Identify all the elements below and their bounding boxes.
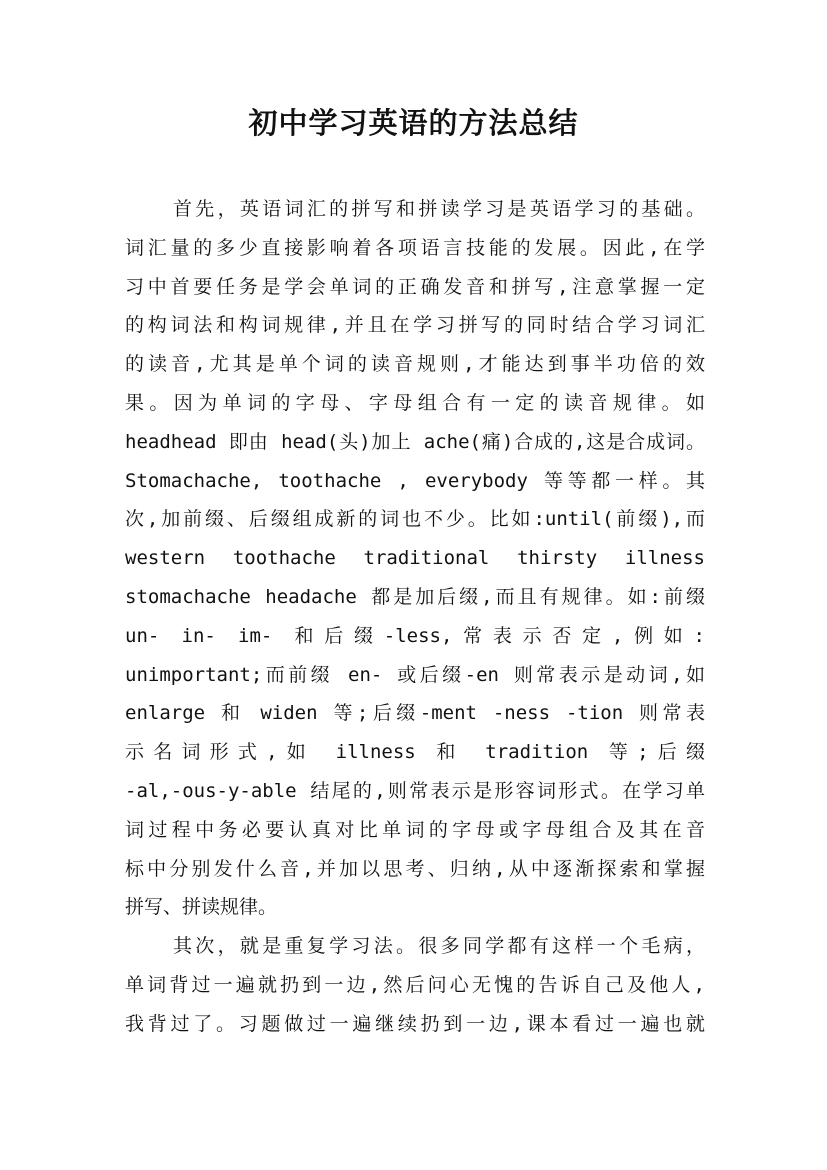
paragraph-1-line-11: stomachache headache 都是加后缀,而且有规律。如:前缀: [125, 585, 705, 608]
document-body: [125, 190, 705, 1044]
paragraph-2-line-1: 其次，就是重复学习法。很多同学都有这样一个毛病，: [173, 935, 705, 958]
paragraph-1-line-16: -al,-ous-y-able 结尾的,则常表示是形容词形式。在学习单: [125, 779, 705, 802]
paragraph-1-line-12: un- in- im- 和后缀-less,常表示否定,例如:: [125, 624, 705, 647]
paragraph-1-line-18: 标中分别发什么音,并加以思考、归纳,从中逐渐探索和掌握: [125, 857, 705, 880]
paragraph-1-line-10: western toothache traditional thirsty illness: [125, 547, 705, 570]
paragraph-2-line-2: 单词背过一遍就扔到一边,然后问心无愧的告诉自己及他人,: [125, 973, 705, 996]
paragraph-1-line-4: 的构词法和构词规律,并且在学习拼写的同时结合学习词汇: [125, 314, 705, 337]
paragraph-1-line-5: 的读音,尤其是单个词的读音规则,才能达到事半功倍的效: [125, 353, 705, 376]
paragraph-1-line-2: 词汇量的多少直接影响着各项语言技能的发展。因此,在学: [125, 236, 705, 259]
paragraph-1-line-9: 次,加前缀、后缀组成新的词也不少。比如:until(前缀),而: [125, 508, 705, 531]
paragraph-1-line-6: 果。因为单词的字母、字母组合有一定的读音规律。如: [125, 391, 705, 414]
paragraph-1-line-7: headhead 即由 head(头)加上 ache(痛)合成的,这是合成词。: [125, 430, 705, 453]
paragraph-1-line-13: unimportant;而前缀 en- 或后缀-en 则常表示是动词,如: [125, 663, 705, 686]
paragraph-1-line-8: Stomachache, toothache , everybody 等等都一样。其: [125, 469, 705, 492]
paragraph-1-line-19: 拼写、拼读规律。: [125, 896, 278, 919]
document-title: 初中学习英语的方法总结: [248, 106, 579, 140]
paragraph-1-line-14: enlarge 和 widen 等;后缀-ment -ness -tion 则常表: [125, 702, 705, 725]
paragraph-1-line-17: 词过程中务必要认真对比单词的字母或字母组合及其在音: [125, 818, 705, 841]
paragraph-2-line-3: 我背过了。习题做过一遍继续扔到一边,课本看过一遍也就: [125, 1012, 705, 1035]
paragraph-1-line-15: 示名词形式,如 illness 和 tradition 等;后缀: [125, 741, 705, 764]
paragraph-1-line-3: 习中首要任务是学会单词的正确发音和拼写,注意掌握一定: [125, 275, 705, 298]
paragraph-1-line-1: 首先，英语词汇的拼写和拼读学习是英语学习的基础。: [173, 198, 705, 220]
